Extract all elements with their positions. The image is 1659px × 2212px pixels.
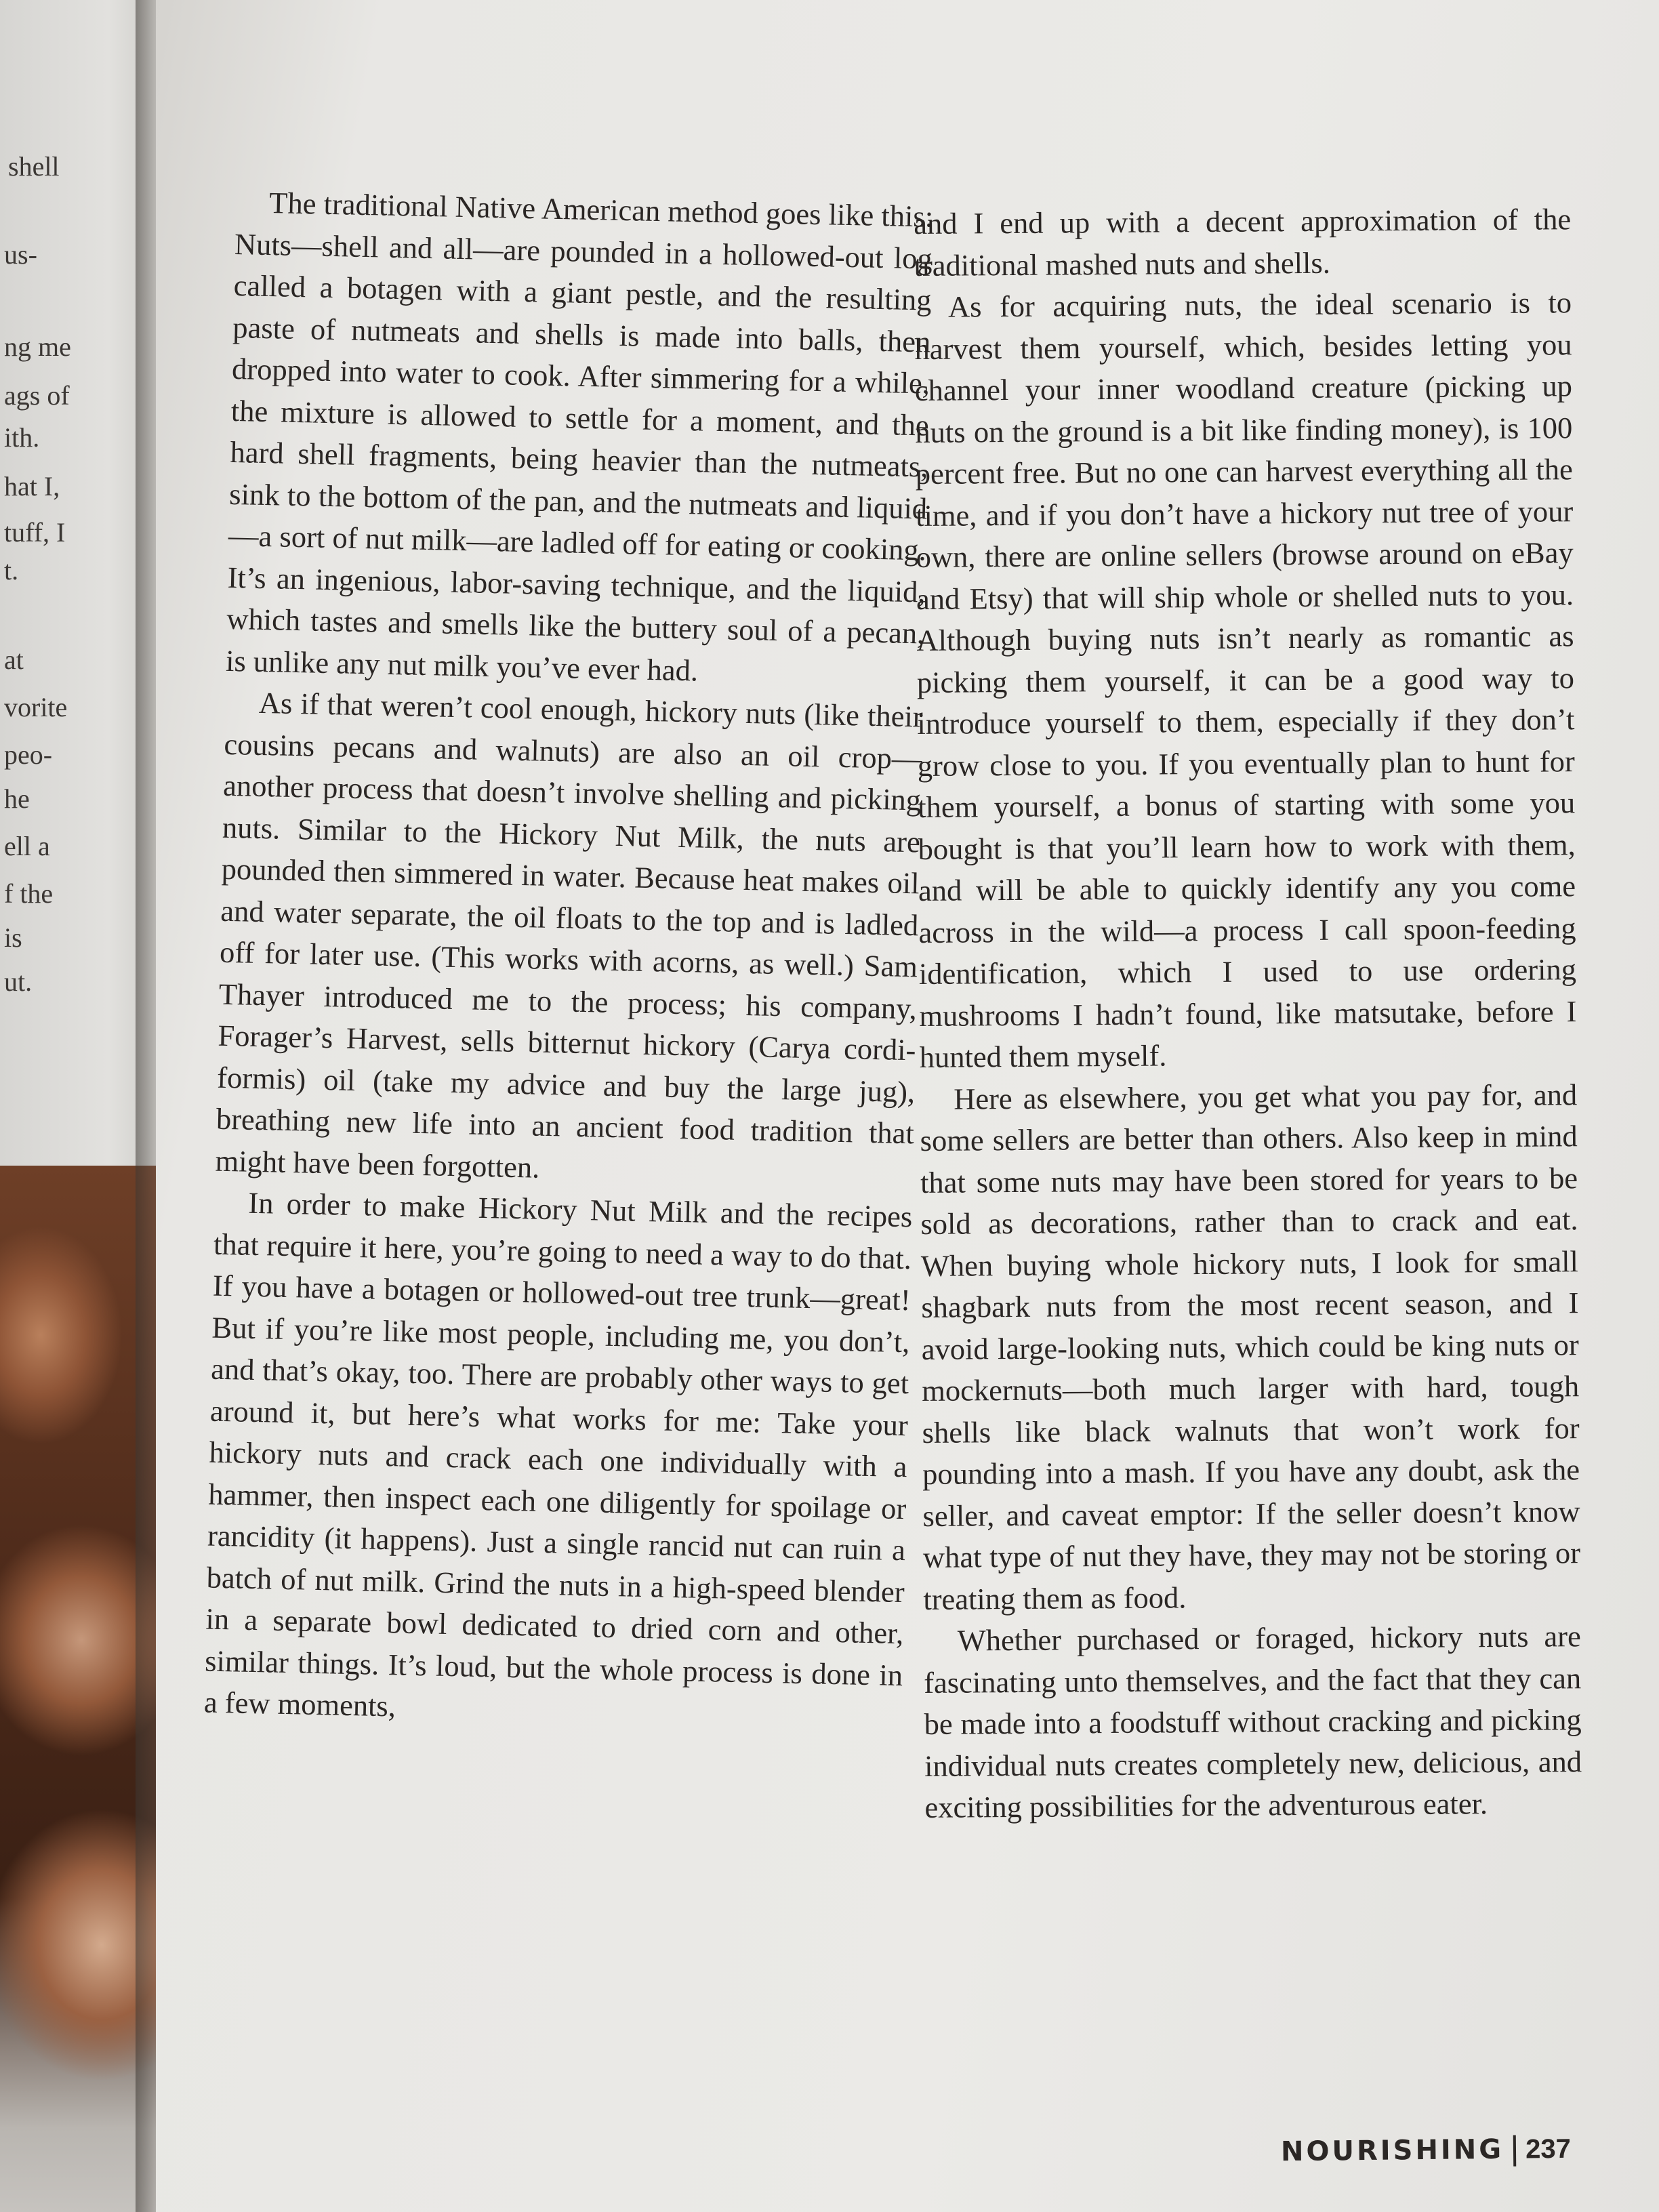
paragraph: In order to make Hickory Nut Milk and the recipes that require it here, you’re going to need a way to do that. If you have a botagen or hollowed-out tree trunk—great! But if you’re like most people, including me, you don’t, and that’s okay, too. There are probably other ways to get around it, but here’s what works for me: Take your hickory nuts and crack each one individually with a hammer, then inspect each one diligently for spoilage or rancidity (it happens). Just a single rancid nut can ruin a batch of nut milk. Grind the nuts in a high-speed blender in a separate bowl dedicated to dried corn and other, similar things. It’s loud, but the whole process is done in a few moments,	[203, 1185, 913, 1723]
left-page-fragment: t.	[4, 555, 19, 586]
paragraph: and I end up with a decent approximation of the traditional mashed nuts and shells.	[914, 202, 1572, 283]
paragraph: Whether purchased or foraged, hickory nuts are fascinating unto themselves, and the fact that they can be made into a foodstuff without cracking and picking individual nuts creates completely new, delicious, and exciting possibilities for the adventurous eater.	[924, 1619, 1582, 1824]
section-title: NOURISHING	[1280, 2133, 1504, 2168]
right-page	[156, 0, 1659, 2212]
left-page-fragment: at	[4, 644, 24, 675]
left-page-fragment: he	[4, 783, 30, 814]
left-page-fragment: vorite	[4, 692, 68, 722]
page-footer	[1281, 2133, 1571, 2169]
page-number: 237	[1525, 2133, 1572, 2165]
paragraph: As for acquiring nuts, the ideal scenario is to harvest them yourself, which, besides letting you channel your inner woodland creature (picking up nuts on the ground is a bit like finding money), is 100 percent free. But no one can harvest everything all the time, and if you don’t have a hickory nut tree of your own, there are online sellers (browse around on eBay and Etsy) that will ship whole or shelled nuts to you. Although buying nuts isn’t nearly as romantic as picking them yourself, it can be a good way to introduce yourself to them, especially if they don’t grow close to you. If you eventually plan to hunt for them yourself, a bonus of starting with some you bought is that you’ll learn how to work with them, and will be able to quickly identify any you come across in the wild—a process I call spoon-feeding identification, which I used to use ordering mushrooms I hadn’t found, like matsutake, before I hunted them myself.	[914, 285, 1577, 1074]
left-page-fragment: ng me	[4, 331, 71, 362]
left-page-fragment: ell a	[4, 831, 50, 861]
paragraph: Here as elsewhere, you get what you pay for, and some sellers are better than others. Also keep in mind that some nuts may have been stored for years to be sold as decorations, rather than to crack and eat. When buying whole hickory nuts, I look for small shagbark nuts from the most recent season, and I avoid large-looking nuts, which could be king nuts or mockernuts—both much larger with hard, tough shells like black walnuts that won’t work for pounding into a mash. If you have any doubt, ask the seller, and caveat emptor: If the seller doesn’t know what type of nut they have, they may not be storing or treating them as food.	[920, 1077, 1581, 1616]
paragraph: As if that weren’t cool enough, hickory nuts (like their cousins pecans and walnuts) are also an oil crop—another process that doesn’t involve shelling and picking nuts. Similar to the Hickory Nut Milk, the nuts are pounded then simmered in water. Because heat makes oil and water separate, the oil floats to the top and is ladled off for later use. (This works with acorns, as well.) Sam Thayer introduced me to the process; his company, Forager’s Harvest, sells bitternut hickory (Carya cordiformis) oil (take my advice and buy the large jug), breathing new life into an ancient food tradition that might have been forgotten.	[215, 685, 924, 1185]
left-page-fragment: ut.	[4, 966, 33, 997]
left-page-fragment: peo-	[4, 739, 53, 770]
left-page-fragment: f the	[4, 878, 54, 909]
left-page-fragment: hat I,	[4, 471, 60, 501]
left-page-edge	[0, 0, 156, 2212]
left-page-fragment: shell	[8, 151, 60, 182]
left-text-column	[203, 182, 933, 1738]
left-page-fragment: ags of	[4, 380, 70, 411]
left-page-fragment: is	[4, 922, 22, 953]
paragraph: The traditional Native American method goes like this: Nuts—shell and all—are pounded in a hollowed-out log called a botagen with a giant pestle, and the resulting paste of nutmeats and shells is made into balls, then dropped into water to cook. After simmering for a while, the mixture is allowed to settle for a moment, and the hard shell fragments, being heavier than the nutmeats, sink to the bottom of the pan, and the nutmeats and liquid—a sort of nut milk—are ladled off for eating or cooking. It’s an ingenious, labor-saving technique, and the liquid, which tastes and smells like the buttery soul of a pecan, is unlike any nut milk you’ve ever had.	[225, 186, 934, 687]
right-text-column	[914, 199, 1582, 1828]
hickory-nuts-photo	[0, 1166, 156, 2212]
footer-divider	[1513, 2135, 1516, 2167]
left-page-fragment: ith.	[4, 422, 40, 453]
left-page-fragment: us-	[4, 239, 37, 270]
left-page-fragment: tuff, I	[4, 517, 66, 548]
